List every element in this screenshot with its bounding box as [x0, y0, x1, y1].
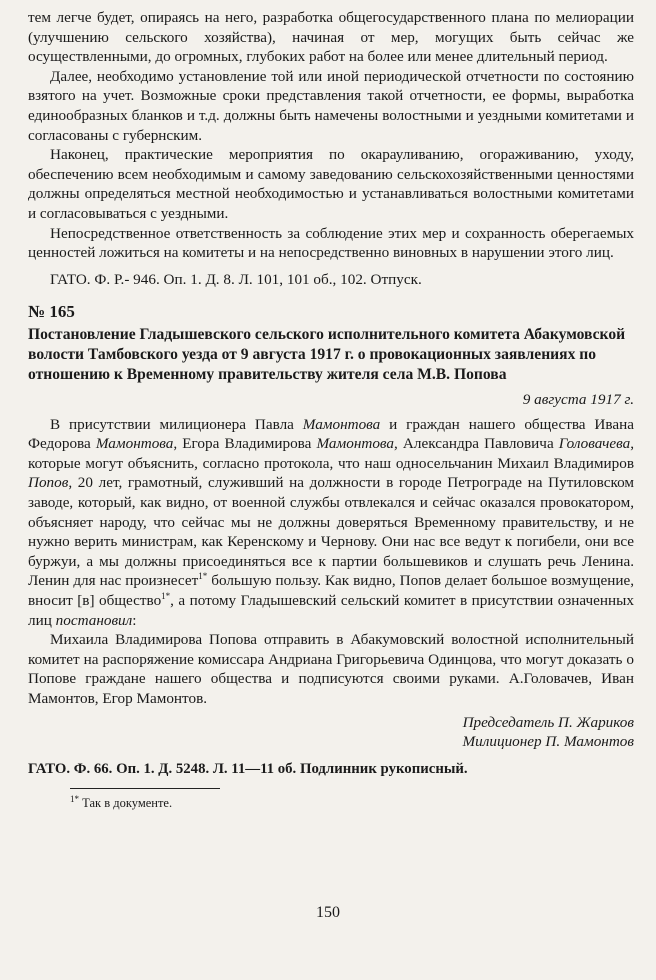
paragraph-reporting: Далее, необходимо установление той или иной периодической отчетности по состоянию взятого на учет. Возможные сроки представления такой отчетности, ее формы, выработка единообразных бланков и т.д. должны быть намечены волостными и уездными комитетами и согласованы с губернским.: [28, 67, 634, 144]
text-run: , которые могут объяснить, согласно протокола, что наш односельчанин Михаил Владимиров: [28, 435, 635, 472]
text-run: :: [132, 611, 137, 629]
resolved-word: постановил: [55, 611, 133, 629]
footnote-divider: [70, 788, 220, 789]
paragraph-responsibility: Непосредственное ответственность за соблюдение этих мер и сохранность оберегаемых ценностей ложиться на комитеты и на непосредственно виновных в нарушении этого лиц.: [28, 224, 634, 262]
signature-militiaman: Милиционер П. Мамонтов: [462, 733, 634, 751]
page-number: 150: [316, 904, 340, 921]
footnote-marker: 1*: [198, 571, 208, 582]
body-paragraph-1: [28, 415, 634, 631]
paragraph-measures: Наконец, практические мероприятия по окарауливанию, огораживанию, уходу, обеспечению всем необходимым и самому заведованию сельскохозяйственными ценностями должны определяться местной необходимостью и устанавливаться волостными комитетами и согласовываться с уездными.: [28, 146, 634, 222]
footnote-marker: 1*: [161, 590, 171, 601]
footnote-text: Так в документе.: [79, 796, 173, 811]
body-paragraph-2: Михаила Владимирова Попова отправить в Абакумовский волостной исполнительный комитет на распоряжение комиссара Андриана Григорьевича Одинцова, что могут доказать о Попове граждане нашего общества и подписуются своими руками. А.Головачев, Иван Мамонтов, Егор Мамонтов.: [28, 631, 634, 707]
name-mamontov-egor: Мамонтова: [316, 435, 394, 453]
signature-chairman: Председатель П. Жариков: [462, 713, 634, 731]
name-mamontov-ivan: Мамонтова: [95, 435, 174, 453]
paragraph-continuation: тем легче будет, опираясь на него, разработка общегосударственного плана по мелиорации (улучшению сельского хозяйства), начиная от мер, могущих быть сейчас же осуществленными, до огромных, глубоких работ на более или менее длительный период.: [28, 9, 634, 66]
text-run: В присутствии милиционера Павла: [50, 415, 303, 433]
document-number: № 165: [28, 302, 75, 322]
name-popov: Попов: [28, 474, 69, 492]
text-run: , а потому Гладышевский сельский комитет в присутствии означенных лиц: [28, 592, 634, 629]
name-golovachev: Головачева: [558, 435, 631, 453]
text-run: , 20 лет, грамотный, служивший на должности в городе Петрограде на Путиловском заводе, который, как видно, от военной службы отвлекался и сейчас оказался провокатором, объясняет народу, что сейчас мы не должны доверяться Временному правительству, и не нужно верить министрам, как Керенскому и Чернову. Они нас все ведут к погибели, они все буржуи, а мы должны присоединяться все к партии большевиков и слушать речь Ленина. Ленин для нас произнесет: [28, 474, 634, 590]
text-run: , Егора Владимирова: [173, 435, 317, 453]
text-run: большую пользу. Как видно, Попов делает большое возмущение, вносит [в] общество: [28, 572, 634, 610]
text-run: и граждан нашего общества Ивана Федорова: [28, 415, 634, 453]
text-run: , Александра Павловича: [394, 435, 559, 453]
archive-reference-1: ГАТО. Ф. Р.- 946. Оп. 1. Д. 8. Л. 101, 101 об., 102. Отпуск.: [50, 270, 422, 288]
footnote: [28, 795, 634, 811]
document-title: Постановление Гладышевского сельского исполнительного комитета Абакумовской волости Тамбовского уезда от 9 августа 1917 г. о провокационных заявлениях по отношению к Временному правительству жителя села М.В. Попова: [28, 326, 626, 383]
document-date: 9 августа 1917 г.: [522, 391, 634, 409]
archive-reference-2: ГАТО. Ф. 66. Оп. 1. Д. 5248. Л. 11—11 об. Подлинник рукописный.: [28, 760, 468, 777]
footnote-mark: 1*: [70, 794, 79, 805]
name-mamontov-pavel: Мамонтова: [302, 415, 381, 433]
